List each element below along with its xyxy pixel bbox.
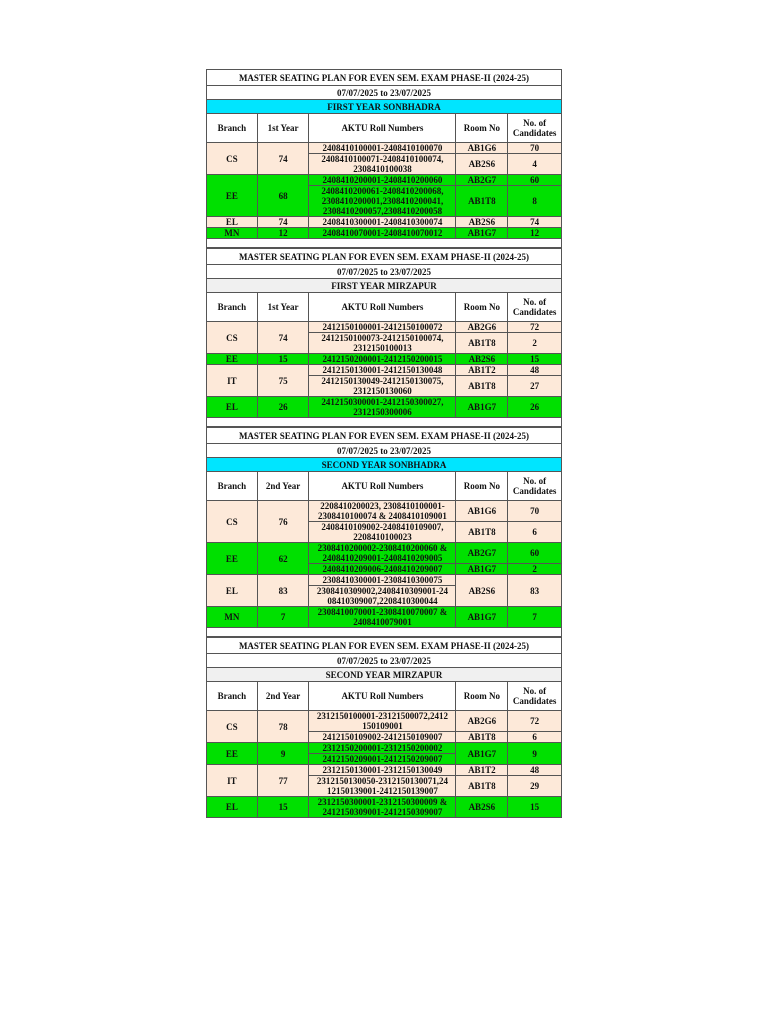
seating-table [206,248,562,427]
table-title: MASTER SEATING PLAN FOR EVEN SEM. EXAM PHASE-II (2024-25) [207,428,562,444]
col-year-header: 1st Year [257,114,309,143]
room-cell: AB2G7 [456,543,508,564]
table-title: MASTER SEATING PLAN FOR EVEN SEM. EXAM PHASE-II (2024-25) [207,70,562,86]
roll-numbers-cell: 2308410300001-2308410300075 [309,575,456,586]
branch-cell: EE [207,543,258,575]
roll-numbers-cell: 2312150300001-2312150300009 & 2412150309001-2412150309007 [309,797,456,818]
year-count-cell: 12 [257,228,309,239]
roll-numbers-cell: 2408410100001-2408410100070 [309,143,456,154]
table-row [207,365,562,376]
room-cell: AB1G7 [456,743,508,765]
col-branch-header: Branch [207,114,258,143]
room-cell: AB2S6 [456,354,508,365]
table-row [207,765,562,776]
room-cell: AB2S6 [456,154,508,175]
room-cell: AB1T8 [456,522,508,543]
header-row [207,293,562,322]
table-row [207,143,562,154]
col-year-header: 2nd Year [257,472,309,501]
room-cell: AB2S6 [456,797,508,818]
room-cell: AB1T8 [456,776,508,797]
roll-numbers-cell: 2408410300001-2408410300074 [309,217,456,228]
section-title: FIRST YEAR SONBHADRA [207,100,562,114]
col-candidates-header [508,472,562,501]
date-row [207,265,562,279]
room-cell: AB1T8 [456,376,508,397]
year-count-cell: 74 [257,322,309,354]
seating-table [206,427,562,637]
col-branch-header: Branch [207,293,258,322]
candidates-cell: 26 [508,397,562,418]
spacer-cell [207,418,562,427]
roll-numbers-cell: 2312150130050-2312150130071,24 12150139001-2412150139007 [309,776,456,797]
table-row [207,322,562,333]
candidates-cell: 12 [508,228,562,239]
room-cell: AB1T8 [456,732,508,743]
candidates-cell: 15 [508,797,562,818]
table-row [207,575,562,586]
year-count-cell: 78 [257,711,309,743]
col-branch-header: Branch [207,472,258,501]
branch-cell: EL [207,575,258,607]
exam-dates: 07/07/2025 to 23/07/2025 [207,654,562,668]
table-row [207,397,562,418]
roll-numbers-cell: 2312150100001-23121500072,2412 150109001 [309,711,456,732]
roll-numbers-cell: 2412150109002-2412150109007 [309,732,456,743]
candidates-cell: 6 [508,732,562,743]
roll-numbers-cell: 2408410209006-2408410209007 [309,564,456,575]
candidates-cell: 70 [508,501,562,522]
candidates-cell: 74 [508,217,562,228]
branch-cell: IT [207,765,258,797]
candidates-label-line2: Candidates [512,128,557,138]
spacer-row [207,628,562,637]
roll-numbers-cell: 2412150130049-2412150130075, 2312150130060 [309,376,456,397]
date-row [207,444,562,458]
candidates-cell: 8 [508,186,562,217]
table-title: MASTER SEATING PLAN FOR EVEN SEM. EXAM PHASE-II (2024-25) [207,638,562,654]
roll-numbers-cell: 2308410070001-2308410070007 & 2408410079001 [309,607,456,628]
col-room-header: Room No [456,114,508,143]
room-cell: AB1G7 [456,607,508,628]
section-row [207,458,562,472]
seating-table [206,637,562,818]
col-roll-header: AKTU Roll Numbers [309,114,456,143]
table-row [207,217,562,228]
table-title: MASTER SEATING PLAN FOR EVEN SEM. EXAM PHASE-II (2024-25) [207,249,562,265]
spacer-cell [207,628,562,637]
year-count-cell: 15 [257,354,309,365]
candidates-cell: 9 [508,743,562,765]
spacer-row [207,418,562,427]
branch-cell: EE [207,354,258,365]
exam-dates: 07/07/2025 to 23/07/2025 [207,444,562,458]
roll-numbers-cell: 2308410200002-2308410200060 & 2408410209001-2408410209005 [309,543,456,564]
col-room-header: Room No [456,472,508,501]
candidates-cell: 15 [508,354,562,365]
candidates-cell: 2 [508,564,562,575]
section-title: SECOND YEAR MIRZAPUR [207,668,562,682]
branch-cell: MN [207,228,258,239]
title-row [207,249,562,265]
candidates-cell: 4 [508,154,562,175]
year-count-cell: 9 [257,743,309,765]
section-row [207,100,562,114]
branch-cell: EE [207,175,258,217]
candidates-label-line1: No. of [523,118,547,128]
section-title: FIRST YEAR MIRZAPUR [207,279,562,293]
table-row [207,743,562,754]
year-count-cell: 77 [257,765,309,797]
candidates-cell: 70 [508,143,562,154]
year-count-cell: 83 [257,575,309,607]
candidates-label-line1: No. of [523,476,547,486]
roll-numbers-cell: 2408410200001-2408410200060 [309,175,456,186]
year-count-cell: 74 [257,217,309,228]
candidates-cell: 72 [508,711,562,732]
candidates-cell: 48 [508,365,562,376]
candidates-cell: 60 [508,175,562,186]
col-room-header: Room No [456,293,508,322]
year-count-cell: 26 [257,397,309,418]
year-count-cell: 75 [257,365,309,397]
col-room-header: Room No [456,682,508,711]
year-count-cell: 68 [257,175,309,217]
candidates-cell: 48 [508,765,562,776]
branch-cell: MN [207,607,258,628]
room-cell: AB1T2 [456,365,508,376]
candidates-cell: 72 [508,322,562,333]
header-row [207,114,562,143]
roll-numbers-cell: 2308410309002,2408410309001-24 08410309007,2208410300044 [309,586,456,607]
col-candidates-header [508,293,562,322]
year-count-cell: 15 [257,797,309,818]
table-row [207,543,562,564]
candidates-cell: 29 [508,776,562,797]
spacer-cell [207,239,562,248]
col-year-header: 2nd Year [257,682,309,711]
room-cell: AB1G6 [456,143,508,154]
room-cell: AB1T2 [456,765,508,776]
seating-plan-sheet [206,69,562,818]
col-candidates-header [508,114,562,143]
roll-numbers-cell: 2412150200001-2412150200015 [309,354,456,365]
branch-cell: CS [207,143,258,175]
header-row [207,472,562,501]
branch-cell: EL [207,397,258,418]
room-cell: AB2G6 [456,711,508,732]
year-count-cell: 7 [257,607,309,628]
room-cell: AB1G6 [456,501,508,522]
branch-cell: EE [207,743,258,765]
year-count-cell: 74 [257,143,309,175]
table-row [207,175,562,186]
exam-dates: 07/07/2025 to 23/07/2025 [207,86,562,100]
table-row [207,711,562,732]
room-cell: AB1T8 [456,186,508,217]
candidates-label-line2: Candidates [512,307,557,317]
title-row [207,638,562,654]
roll-numbers-cell: 2312150200001-2312150200002 [309,743,456,754]
room-cell: AB1G7 [456,397,508,418]
room-cell: AB1G7 [456,564,508,575]
candidates-cell: 83 [508,575,562,607]
col-year-header: 1st Year [257,293,309,322]
col-roll-header: AKTU Roll Numbers [309,682,456,711]
room-cell: AB2S6 [456,217,508,228]
section-title: SECOND YEAR SONBHADRA [207,458,562,472]
room-cell: AB2S6 [456,575,508,607]
col-roll-header: AKTU Roll Numbers [309,293,456,322]
room-cell: AB2G7 [456,175,508,186]
branch-cell: CS [207,501,258,543]
col-roll-header: AKTU Roll Numbers [309,472,456,501]
candidates-cell: 27 [508,376,562,397]
roll-numbers-cell: 2408410200061-2408410200068, 2308410200001,2308410200041, 2308410200057,2308410200058 [309,186,456,217]
branch-cell: CS [207,711,258,743]
seating-table [206,69,562,248]
date-row [207,654,562,668]
roll-numbers-cell: 2412150100001-2412150100072 [309,322,456,333]
exam-dates: 07/07/2025 to 23/07/2025 [207,265,562,279]
header-row [207,682,562,711]
roll-numbers-cell: 2412150209001-2412150209007 [309,754,456,765]
roll-numbers-cell: 2408410070001-2408410070012 [309,228,456,239]
branch-cell: IT [207,365,258,397]
date-row [207,86,562,100]
candidates-cell: 60 [508,543,562,564]
room-cell: AB1G7 [456,228,508,239]
roll-numbers-cell: 2412150130001-2412150130048 [309,365,456,376]
candidates-cell: 6 [508,522,562,543]
candidates-cell: 2 [508,333,562,354]
year-count-cell: 62 [257,543,309,575]
roll-numbers-cell: 2412150300001-2412150300027, 2312150300006 [309,397,456,418]
section-row [207,279,562,293]
title-row [207,428,562,444]
roll-numbers-cell: 2412150100073-2412150100074, 2312150100013 [309,333,456,354]
roll-numbers-cell: 2312150130001-2312150130049 [309,765,456,776]
table-row [207,354,562,365]
candidates-label-line2: Candidates [512,486,557,496]
spacer-row [207,239,562,248]
candidates-cell: 7 [508,607,562,628]
branch-cell: CS [207,322,258,354]
year-count-cell: 76 [257,501,309,543]
branch-cell: EL [207,797,258,818]
table-row [207,797,562,818]
candidates-label-line1: No. of [523,297,547,307]
candidates-label-line2: Candidates [512,696,557,706]
room-cell: AB1T8 [456,333,508,354]
table-row [207,607,562,628]
candidates-label-line1: No. of [523,686,547,696]
table-row [207,228,562,239]
roll-numbers-cell: 2408410100071-2408410100074, 2308410100038 [309,154,456,175]
room-cell: AB2G6 [456,322,508,333]
col-candidates-header [508,682,562,711]
roll-numbers-cell: 2208410200023, 2308410100001-2308410100074 & 2408410109001 [309,501,456,522]
branch-cell: EL [207,217,258,228]
roll-numbers-cell: 2408410109002-2408410109007, 2208410100023 [309,522,456,543]
section-row [207,668,562,682]
col-branch-header: Branch [207,682,258,711]
title-row [207,70,562,86]
table-row [207,501,562,522]
